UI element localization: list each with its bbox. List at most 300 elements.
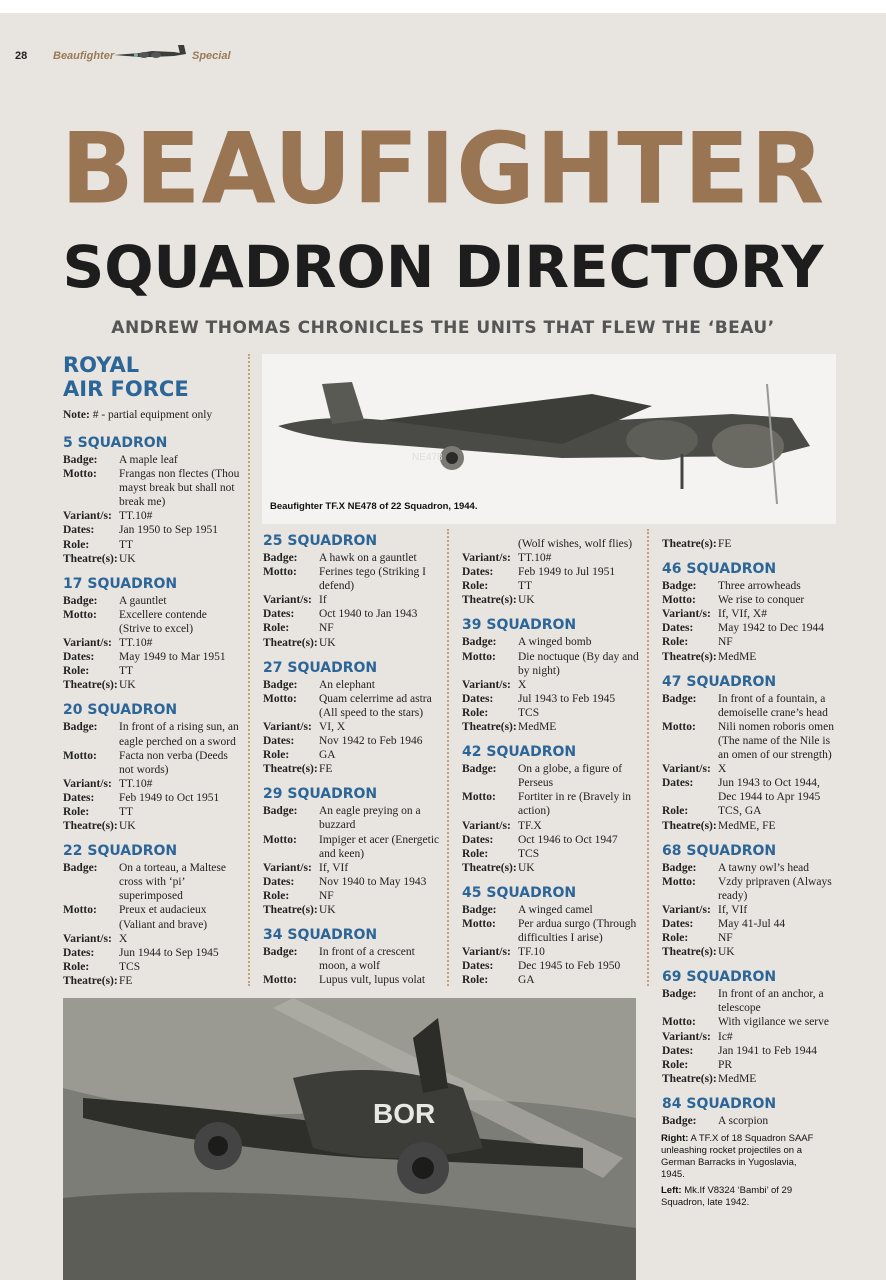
theatre-row [662,819,834,833]
role-row [462,973,640,987]
dates-value: Jun 1944 to Sep 1945 [119,946,219,959]
role-row [63,960,240,974]
badge-value: On a globe, a figure of Perseus [518,763,623,790]
badge-row [462,903,640,917]
role-label: Role: [462,974,489,987]
squadron-heading: 27 SQUADRON [263,659,378,676]
squadron-heading: 39 SQUADRON [462,617,577,634]
variants-label: Variant/s: [462,678,511,691]
motto-row [263,565,441,593]
theatre-row [263,903,441,917]
badge-value: A scorpion [718,1114,769,1127]
badge-value: In front of a fountain, a demoiselle crane’s head [718,692,828,719]
motto-row [662,720,834,762]
dates-label: Dates: [63,946,95,959]
role-label: Role: [263,749,290,762]
variants-value: TT.10# [119,637,153,650]
dates-value: May 1949 to Mar 1951 [119,651,226,664]
role-row [462,579,640,593]
dates-label: Dates: [662,917,694,930]
theatre-label: Theatre(s): [462,594,517,607]
theatre-label: Theatre(s): [63,679,118,692]
badge-label: Badge: [63,594,98,607]
badge-label: Badge: [263,946,298,959]
variants-label: Variant/s: [63,510,112,523]
badge-label: Badge: [63,454,98,466]
badge-value: A gauntlet [119,594,167,607]
badge-label: Badge: [462,636,497,649]
variants-label: Variant/s: [263,594,312,607]
variants-row [462,678,640,692]
role-value: GA [319,749,336,762]
section-title: Beaufighter [53,50,115,62]
role-value: PR [718,1058,733,1071]
theatre-label: Theatre(s): [662,819,717,832]
squadron-heading: 45 SQUADRON [462,884,577,901]
variants-row [263,593,441,607]
role-value: TT [119,665,134,678]
badge-value: An elephant [319,678,375,691]
variants-value: X [718,763,727,776]
theatre-row [462,720,640,734]
badge-label: Badge: [662,861,697,874]
role-row [662,931,834,945]
dates-row [662,917,834,931]
badge-value: A tawny owl’s head [718,861,810,874]
motto-value: (Wolf wishes, wolf flies) [518,538,633,550]
caption-right-label: Right: [661,1133,689,1144]
dates-label: Dates: [662,777,694,790]
squadron-heading: 5 SQUADRON [63,435,168,451]
motto-row [63,903,240,931]
role-value: TCS [518,847,540,860]
motto-row [662,1015,834,1029]
variants-value: TF.X [518,819,542,832]
section-heading-line1: ROYAL [63,353,140,377]
role-label: Role: [63,805,90,818]
motto-value: Per ardua surgo (Through difficulties I arise) [518,917,637,945]
caption-left-photo [661,1185,821,1209]
dates-row [63,946,240,960]
variants-value: X [119,932,128,945]
motto-continued-row [462,537,640,551]
motto-value: Fortiter in re (Bravely in action) [518,791,632,818]
theatre-row [263,636,441,650]
variants-row [63,509,240,523]
variants-value: Ic# [718,1030,733,1043]
motto-row [462,790,640,818]
variants-row [462,551,640,565]
motto-label: Motto: [263,566,297,579]
theatre-value: UK [518,861,535,874]
motto-label: Motto: [263,692,297,705]
theatre-value: UK [319,903,336,916]
standfirst: ANDREW THOMAS CHRONICLES THE UNITS THAT FLEW THE ‘BEAU’ [111,318,775,338]
theatre-label: Theatre(s): [462,861,517,874]
badge-label: Badge: [63,721,98,734]
role-label: Role: [662,636,689,649]
motto-row [263,833,441,861]
column-divider [248,354,250,986]
role-row [462,706,640,720]
theatre-value: MedME, FE [718,819,776,832]
squadron-heading: 20 SQUADRON [63,702,178,719]
variants-value: If, VIf [319,861,349,874]
variants-label: Variant/s: [462,946,511,959]
role-value: TT [119,805,134,818]
motto-row [63,608,240,636]
squadron-heading: 25 SQUADRON [263,533,378,549]
role-value: TT [518,580,533,593]
dates-label: Dates: [462,566,494,579]
badge-label: Badge: [263,552,298,564]
role-value: TCS [518,706,540,719]
column-4 [662,537,834,1128]
badge-row [63,594,240,608]
photo-beaufighter-attack [63,998,636,1280]
motto-label: Motto: [63,904,97,917]
role-value: NF [319,889,334,902]
motto-label: Motto: [63,608,97,621]
role-row [462,847,640,861]
motto-label: Motto: [263,974,297,987]
role-label: Role: [662,805,689,818]
variants-row [263,720,441,734]
badge-row [662,579,834,593]
dates-row [63,791,240,805]
motto-value: Vzdy pripraven (Always ready) [718,875,832,902]
motto-row [662,593,834,607]
dates-value: Feb 1949 to Oct 1951 [119,791,220,804]
variants-row [63,636,240,650]
motto-label: Motto: [462,791,496,804]
variants-row [63,932,240,946]
badge-value: Three arrowheads [718,580,801,593]
theatre-value: MedME [518,721,557,734]
variants-label: Variant/s: [662,763,711,776]
role-row [263,621,441,635]
aircraft-photo-image [262,354,836,524]
dates-row [462,692,640,706]
theatre-value: UK [319,636,336,649]
theatre-value: UK [119,820,136,833]
theatre-value: FE [119,974,133,987]
badge-row [662,861,834,875]
note-text: # - partial equipment only [89,409,213,421]
squadron-heading: 46 SQUADRON [662,561,777,578]
badge-value: In front of an anchor, a telescope [718,988,824,1015]
role-label: Role: [263,622,290,635]
badge-row [263,551,441,565]
motto-row [263,973,441,987]
variants-value: TT.10# [119,777,153,790]
role-value: TCS, GA [718,805,762,818]
badge-value: In front of a crescent moon, a wolf [319,946,415,973]
dates-value: Feb 1949 to Jul 1951 [518,566,616,579]
role-label: Role: [462,706,489,719]
role-value: NF [319,622,334,635]
variants-label: Variant/s: [63,932,112,945]
theatre-value: FE [718,538,732,550]
dates-row [462,959,640,973]
role-row [63,538,240,552]
motto-row [63,467,240,509]
badge-row [263,678,441,692]
dates-label: Dates: [662,622,694,635]
role-label: Role: [63,538,90,551]
theatre-label: Theatre(s): [63,820,118,833]
variants-row [662,762,834,776]
badge-value: In front of a rising sun, an eagle perched on a sword [119,721,239,748]
dates-value: Oct 1946 to Oct 1947 [518,833,618,846]
role-row [662,804,834,818]
role-label: Role: [263,889,290,902]
dates-label: Dates: [462,960,494,973]
badge-row [462,635,640,649]
badge-label: Badge: [662,1114,697,1127]
section-subtitle: Special [192,50,231,62]
variants-value: X [518,678,527,691]
role-value: TCS [119,960,141,973]
caption-left-label: Left: [661,1185,682,1196]
motto-value: Nili nomen roboris omen (The name of the Nile is an omen of our strength) [718,720,834,762]
motto-label: Motto: [63,468,97,481]
role-row [63,805,240,819]
motto-label: Motto: [662,720,696,733]
variants-row [462,945,640,959]
theatre-value: UK [518,594,535,607]
badge-label: Badge: [263,678,298,691]
motto-value: Preux et audacieux (Valiant and brave) [119,904,208,931]
aircraft-photo-image [63,998,636,1280]
dates-row [462,565,640,579]
motto-value: Lupus vult, lupus volat [319,974,426,987]
main-subtitle: SQUADRON DIRECTORY [62,233,824,301]
theatre-label: Theatre(s): [662,946,717,959]
theatre-row [662,1072,834,1086]
dates-label: Dates: [462,692,494,705]
dates-row [662,621,834,635]
theatre-row [462,861,640,875]
variants-label: Variant/s: [263,861,312,874]
motto-row [662,875,834,903]
motto-row [263,692,441,720]
motto-value: We rise to conquer [718,594,805,607]
caption-right-text: A TF.X of 18 Squadron SAAF unleashing rocket projectiles on a German Barracks in Yugoslavia, 1945. [661,1133,814,1180]
squadron-heading: 29 SQUADRON [263,786,378,803]
role-label: Role: [63,960,90,973]
motto-value: Ferines tego (Striking I defend) [319,566,426,593]
role-row [263,889,441,903]
theatre-value: UK [119,679,136,692]
badge-row [662,987,834,1015]
dates-label: Dates: [63,791,95,804]
badge-label: Badge: [462,763,497,776]
theatre-value: FE [319,763,333,776]
dates-row [263,875,441,889]
theatre-row [63,974,240,988]
squadron-heading: 17 SQUADRON [63,575,178,592]
theatre-value: MedME [718,650,757,663]
column-divider [447,529,449,986]
variants-row [662,607,834,621]
caption-right-photo [661,1133,821,1181]
badge-label: Badge: [662,692,697,705]
role-label: Role: [462,847,489,860]
theatre-value: UK [119,552,136,565]
caption-left-text: Mk.If V8324 ‘Bambi’ of 29 Squadron, late 1942. [661,1185,793,1208]
squadron-heading: 68 SQUADRON [662,842,777,859]
beaufighter-silhouette-icon [112,43,190,65]
column-2 [263,533,441,987]
column-1 [63,435,240,988]
variants-value: TF.10 [518,946,545,959]
dates-value: Nov 1942 to Feb 1946 [319,735,423,748]
role-row [662,1058,834,1072]
theatre-row [63,552,240,566]
theatre-row [662,650,834,664]
motto-row [63,749,240,777]
badge-row [662,1114,834,1128]
dates-label: Dates: [63,651,95,664]
magazine-page [0,13,886,1280]
badge-row [63,720,240,748]
dates-value: Dec 1945 to Feb 1950 [518,960,621,973]
motto-label: Motto: [662,875,696,888]
theatre-label: Theatre(s): [462,721,517,734]
role-label: Role: [662,1058,689,1071]
badge-row [63,453,240,467]
variants-value: VI, X [319,720,346,733]
variants-value: TT.10# [518,552,552,565]
badge-value: A maple leaf [119,454,178,466]
motto-value: Facta non verba (Deeds not words) [119,749,228,776]
theatre-label: Theatre(s): [662,650,717,663]
dates-row [63,523,240,537]
theatre-row [63,819,240,833]
theatre-row [462,593,640,607]
variants-value: TT.10# [119,510,153,523]
motto-label: Motto: [662,1016,696,1029]
variants-value: If [319,594,327,607]
variants-row [63,777,240,791]
note [63,409,212,421]
dates-value: Jul 1943 to Feb 1945 [518,692,616,705]
aircraft-serial: NE478 [412,452,443,463]
motto-label: Motto: [462,650,496,663]
dates-row [662,776,834,804]
column-divider [647,529,649,986]
motto-value: Frangas non flectes (Thou mayst break but shall not break me) [119,468,240,509]
variants-row [662,903,834,917]
dates-value: Nov 1940 to May 1943 [319,875,427,888]
variants-label: Variant/s: [462,552,511,565]
role-label: Role: [63,665,90,678]
theatre-value: UK [718,946,735,959]
badge-row [63,861,240,903]
badge-row [263,945,441,973]
dates-row [662,1044,834,1058]
theatre-value: MedME [718,1072,757,1085]
variants-label: Variant/s: [662,1030,711,1043]
variants-label: Variant/s: [63,637,112,650]
badge-value: A winged camel [518,903,593,916]
photo-beaufighter-ne478 [262,354,836,524]
variants-value: If, VIf, X# [718,608,767,621]
motto-value: Die noctuque (By day and by night) [518,650,639,677]
dates-row [462,833,640,847]
variants-label: Variant/s: [263,720,312,733]
badge-label: Badge: [662,580,697,593]
squadron-heading: 69 SQUADRON [662,969,777,986]
dates-value: May 1942 to Dec 1944 [718,622,825,635]
motto-row [462,917,640,945]
badge-value: A hawk on a gauntlet [319,552,417,564]
variants-row [263,861,441,875]
theatre-label: Theatre(s): [263,763,318,776]
variants-row [462,819,640,833]
variants-label: Variant/s: [662,903,711,916]
role-value: GA [518,974,535,987]
dates-label: Dates: [263,875,295,888]
dates-value: May 41-Jul 44 [718,917,786,930]
dates-label: Dates: [63,524,95,537]
role-value: NF [718,636,733,649]
theatre-label: Theatre(s): [662,1072,717,1085]
column-3 [462,537,640,987]
motto-label: Motto: [462,917,496,930]
dates-label: Dates: [263,735,295,748]
section-heading-line2: AIR FORCE [63,377,189,401]
dates-value: Oct 1940 to Jan 1943 [319,608,418,621]
aircraft-code: BOR [373,1098,436,1129]
badge-label: Badge: [263,805,298,818]
page-number: 28 [15,50,28,62]
theatre-label: Theatre(s): [63,552,118,565]
motto-value: Excellere contende (Strive to excel) [119,608,207,635]
theatre-row [662,945,834,959]
motto-label: Motto: [263,833,297,846]
theatre-row [263,762,441,776]
motto-label: Motto: [662,594,696,607]
variants-label: Variant/s: [462,819,511,832]
squadron-heading: 42 SQUADRON [462,744,577,761]
badge-label: Badge: [462,903,497,916]
motto-row [462,650,640,678]
badge-label: Badge: [662,988,697,1001]
note-label: Note: [63,409,90,421]
theatre-label: Theatre(s): [263,636,318,649]
role-value: TT [119,538,134,551]
section-heading [63,353,189,401]
dates-row [63,650,240,664]
variants-value: If, VIf [718,903,748,916]
badge-label: Badge: [63,862,98,875]
badge-value: A winged bomb [518,636,592,649]
dates-value: Jan 1950 to Sep 1951 [119,524,219,537]
motto-value: Quam celerrime ad astra (All speed to the stars) [319,692,432,719]
caption-top-photo: Beaufighter TF.X NE478 of 22 Squadron, 1944. [270,501,478,512]
badge-row [263,804,441,832]
main-title: BEAUFIGHTER [60,111,826,227]
badge-value: An eagle preying on a buzzard [319,805,421,832]
dates-value: Jan 1941 to Feb 1944 [718,1044,818,1057]
variants-label: Variant/s: [662,608,711,621]
role-label: Role: [462,580,489,593]
dates-label: Dates: [462,833,494,846]
squadron-heading: 34 SQUADRON [263,927,378,944]
badge-row [462,762,640,790]
